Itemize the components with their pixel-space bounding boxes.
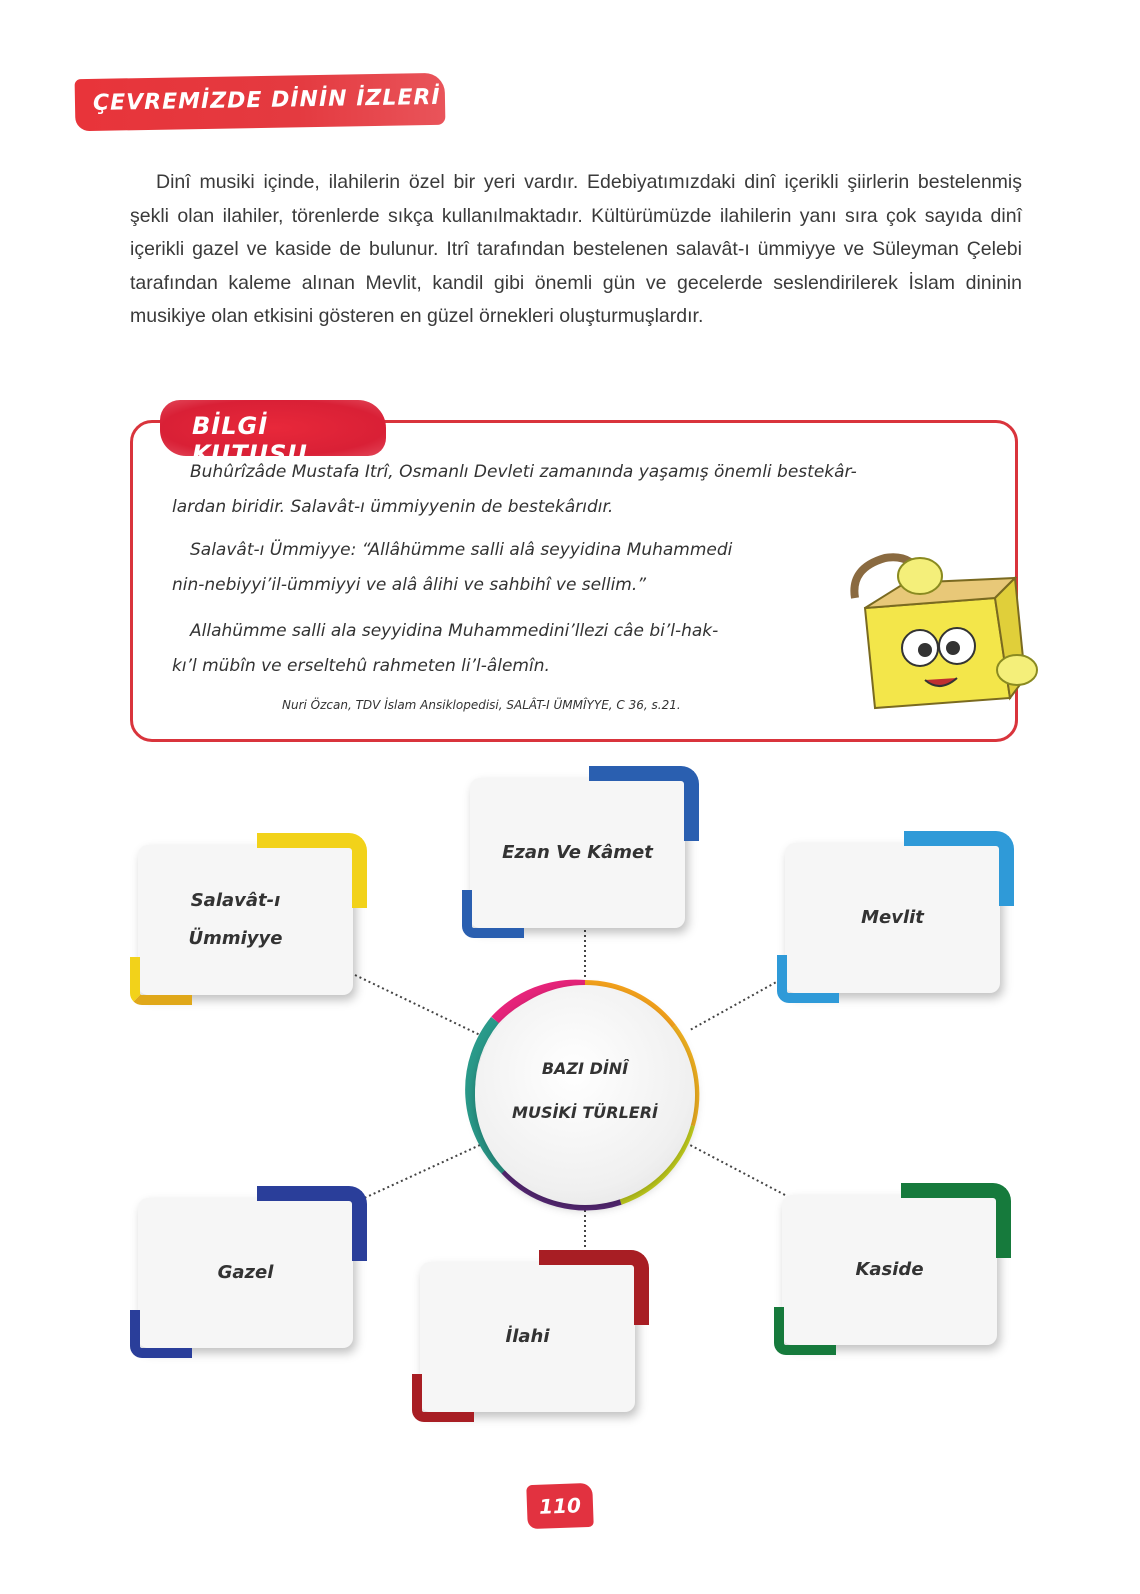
section-title: ÇEVREMİZDE DİNİN İZLERİ <box>92 84 441 116</box>
card-kaside <box>782 1195 997 1345</box>
card-salavat-ummiyye <box>138 845 353 995</box>
card-mevlit <box>785 843 1000 993</box>
info-line: nin-nebiyyi’il-ümmiyyi ve alâ âlihi ve sahbihî ve sellim.” <box>172 575 647 595</box>
card-label: Gazel <box>217 1262 274 1283</box>
corner-accent <box>777 955 839 1003</box>
corner-accent <box>130 957 192 1005</box>
card-label: Kaside <box>855 1259 924 1280</box>
corner-accent <box>257 1186 367 1261</box>
diagram-center <box>475 985 695 1205</box>
center-label-line1: BAZI DİNÎ <box>541 1059 629 1078</box>
info-box-title: BİLGİ KUTUSU <box>192 412 308 468</box>
card-ilahi <box>420 1262 635 1412</box>
card-gazel <box>138 1198 353 1348</box>
body-paragraph: Dinî musiki içinde, ilahilerin özel bir yeri vardır. Edebiyatımızdaki dinî içerikli şiirlerin bestelenmiş şekli olan ilahiler, törenlerde sıkça kullanılmaktadır. Kültürümüzde ilahilerin yanı sıra çok sayıda dinî içerikli gazel ve kaside de bulunur. Itrî tarafından bestelenen salavât-ı ümmiyye ve Süleyman Çelebi tarafından kaleme alınan Mevlit, kandil gibi önemli gün ve gecelerde seslendirilerek İslam dininin musikiye olan etkisini gösteren en güzel örnekleri oluşturmuşlardır. <box>130 171 1022 327</box>
info-line: lardan biridir. Salavât-ı ümmiyyenin de bestekârıdır. <box>172 497 614 517</box>
info-line: Buhûrîzâde Mustafa Itrî, Osmanlı Devleti zamanında yaşamış önemli bestekâr- <box>190 462 857 482</box>
card-label: Ezan Ve Kâmet <box>502 842 653 863</box>
corner-accent <box>774 1307 836 1355</box>
page-number: 110 <box>538 1493 582 1519</box>
citation: Nuri Özcan, TDV İslam Ansiklopedisi, SALÂT-I ÜMMÎYYE, C 36, s.21. <box>282 698 681 712</box>
corner-accent <box>589 766 699 841</box>
corner-accent <box>904 831 1014 906</box>
info-line: Salavât-ı Ümmiyye: “Allâhümme salli alâ seyyidina Muhammedi <box>190 540 733 560</box>
info-line: Allahümme salli ala seyyidina Muhammedini’llezi câe bi’l-hak- <box>190 621 719 641</box>
card-ezan-ve-kamet <box>470 778 685 928</box>
corner-accent <box>462 890 524 938</box>
corner-accent <box>412 1374 474 1422</box>
corner-accent <box>901 1183 1011 1258</box>
card-label: İlahi <box>505 1326 550 1347</box>
card-label: Mevlit <box>861 907 924 928</box>
page-number-badge <box>526 1483 593 1529</box>
corner-accent <box>539 1250 649 1325</box>
card-label: Ümmiyye <box>188 928 283 949</box>
corner-accent <box>130 1310 192 1358</box>
info-line: kı’l mübîn ve erseltehû rahmeten li’l-âlemîn. <box>172 656 550 676</box>
center-label-line2: MUSİKİ TÜRLERİ <box>512 1103 658 1122</box>
card-label: Salavât-ı <box>190 890 281 911</box>
